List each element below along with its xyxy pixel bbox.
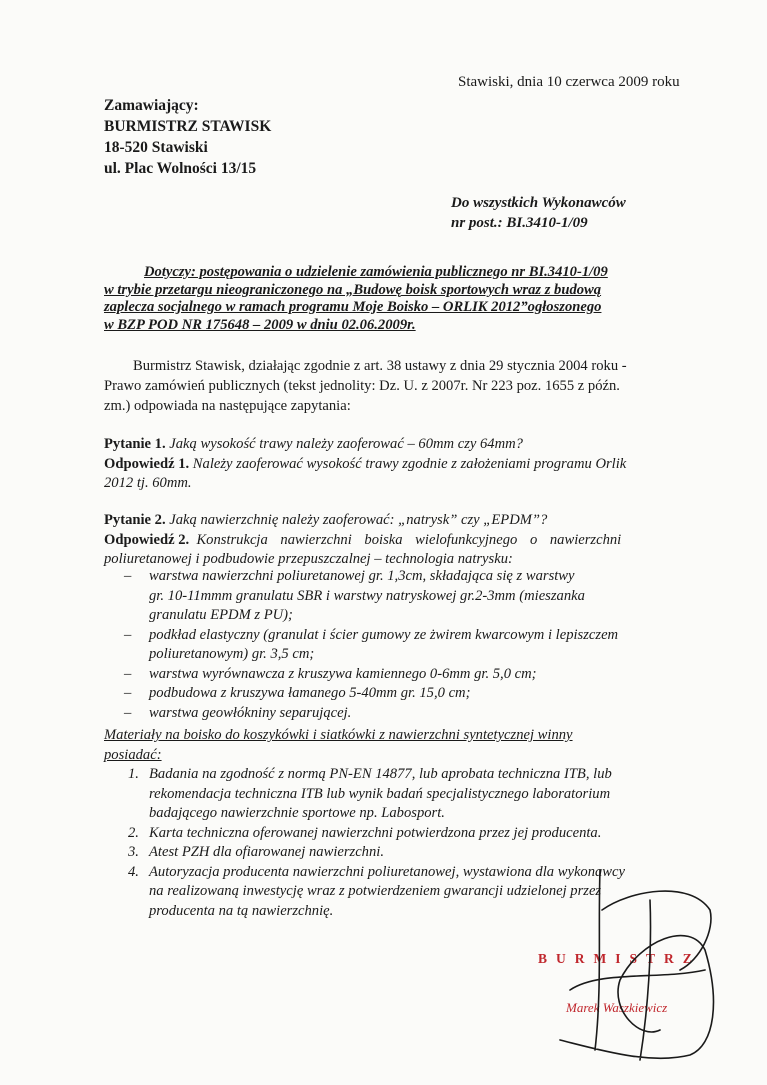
list-item-cont: granulatu EPDM z PU); xyxy=(149,607,293,623)
question-text: Jaką nawierzchnię należy zaoferować: „natrysk” czy „EPDM”? xyxy=(169,512,548,528)
answer-text-cont: 2012 tj. 60mm. xyxy=(104,475,192,491)
answer-label: Odpowiedź 2. xyxy=(104,531,190,548)
materials-heading xyxy=(104,726,573,765)
handwritten-signature xyxy=(540,850,740,1075)
list-item-cont: rekomendacja techniczna ITB lub wynik badań specjalistycznego laboratorium xyxy=(149,785,611,802)
list-item-cont: producenta na tą nawierzchnię. xyxy=(149,902,334,919)
materials-line: Materiały na boisko do koszykówki i siatkówki z nawierzchni syntetycznej winny xyxy=(104,727,573,743)
list-item-cont: badającego nawierzchnie sportowe np. Labosport. xyxy=(149,805,445,821)
list-item: 2. Karta techniczna oferowanej nawierzchni potwierdzona przez jej producenta. xyxy=(128,824,602,841)
subject-line: zaplecza socjalnego w ramach programu Moje Boisko – ORLIK 2012”ogłoszonego xyxy=(104,299,602,315)
materials-line: posiadać: xyxy=(104,746,162,763)
answer-label: Odpowiedź 1. xyxy=(104,455,190,472)
question-text: Jaką wysokość trawy należy zaoferować – 60mm czy 64mm? xyxy=(169,436,523,452)
sender-postal: 18-520 Stawiski xyxy=(104,139,208,156)
list-item-cont: gr. 10-11mmm granulatu SBR i warstwy natryskowej gr.2-3mm (mieszanka xyxy=(149,587,585,604)
intro-paragraph xyxy=(104,356,704,416)
sender-block xyxy=(104,95,271,179)
subject-block xyxy=(104,264,704,334)
question-label: Pytanie 2. xyxy=(104,512,166,528)
list-item: 1. Badania na zgodność z normą PN-EN 14877, lub aprobata techniczna ITB, lub xyxy=(128,766,612,782)
question-2-block xyxy=(104,511,621,570)
list-item: – podkład elastyczny (granulat i ścier gumowy ze żwirem kwarcowym i lepiszczem xyxy=(124,626,619,643)
intro-line: zm.) odpowiada na następujące zapytania: xyxy=(104,398,351,414)
list-item-cont: poliuretanowym) gr. 3,5 cm; xyxy=(149,646,315,662)
list-item: – warstwa geowłókniny separującej. xyxy=(124,704,352,721)
question-1-block xyxy=(104,435,626,494)
answer-text-cont: poliuretanowej i podbudowie przepuszczalnej – technologia natrysku: xyxy=(104,551,513,567)
intro-line: Prawo zamówień publicznych (tekst jednolity: Dz. U. z 2007r. Nr 223 poz. 1655 z późn. xyxy=(104,378,620,394)
place-date: Stawiski, dnia 10 czerwca 2009 roku xyxy=(458,74,680,90)
addressee-line: Do wszystkich Wykonawców xyxy=(451,195,626,211)
list-item: – warstwa wyrównawcza z kruszywa kamiennego 0-6mm gr. 5,0 cm; xyxy=(124,665,537,682)
stamp-title: BURMISTRZ xyxy=(538,951,701,966)
subject-line: Dotyczy: postępowania o udzielenie zamówienia publicznego nr BI.3410-1/09 xyxy=(144,264,608,280)
intro-line: Burmistrz Stawisk, działając zgodnie z art. 38 ustawy z dnia 29 stycznia 2004 roku - xyxy=(133,358,627,374)
list-item: – warstwa nawierzchni poliuretanowej gr. 1,3cm, składająca się z warstwy xyxy=(124,568,575,584)
stamp-name: Marek Waszkiewicz xyxy=(566,1000,668,1015)
reference-number: nr post.: BI.3410-1/09 xyxy=(451,215,588,231)
list-item: 4. Autoryzacja producenta nawierzchni poliuretanowej, wystawiona dla wykonawcy xyxy=(128,863,625,880)
answer-text: Konstrukcja nawierzchni boiska wielofunkcyjnego o nawierzchni xyxy=(196,531,622,548)
addressee-block xyxy=(451,193,626,233)
list-item: 3. Atest PZH dla ofiarowanej nawierzchni. xyxy=(128,844,384,860)
answer-text: Należy zaoferować wysokość trawy zgodnie z założeniami programu Orlik xyxy=(192,455,627,472)
subject-line: w BZP POD NR 175648 – 2009 w dniu 02.06.2009r. xyxy=(104,316,416,333)
sender-street: ul. Plac Wolności 13/15 xyxy=(104,160,257,177)
sender-label: Zamawiający: xyxy=(104,97,199,114)
list-item: – podbudowa z kruszywa łamanego 5-40mm gr. 15,0 cm; xyxy=(124,685,471,701)
question-label: Pytanie 1. xyxy=(104,436,166,452)
sender-name: BURMISTRZ STAWISK xyxy=(104,118,272,135)
list-item-cont: na realizowaną inwestycję wraz z potwierdzeniem gwarancji udzielonej przez xyxy=(149,883,602,899)
layers-list xyxy=(104,567,618,723)
subject-line: w trybie przetargu nieograniczonego na „Budowę boisk sportowych wraz z budową xyxy=(104,281,602,298)
